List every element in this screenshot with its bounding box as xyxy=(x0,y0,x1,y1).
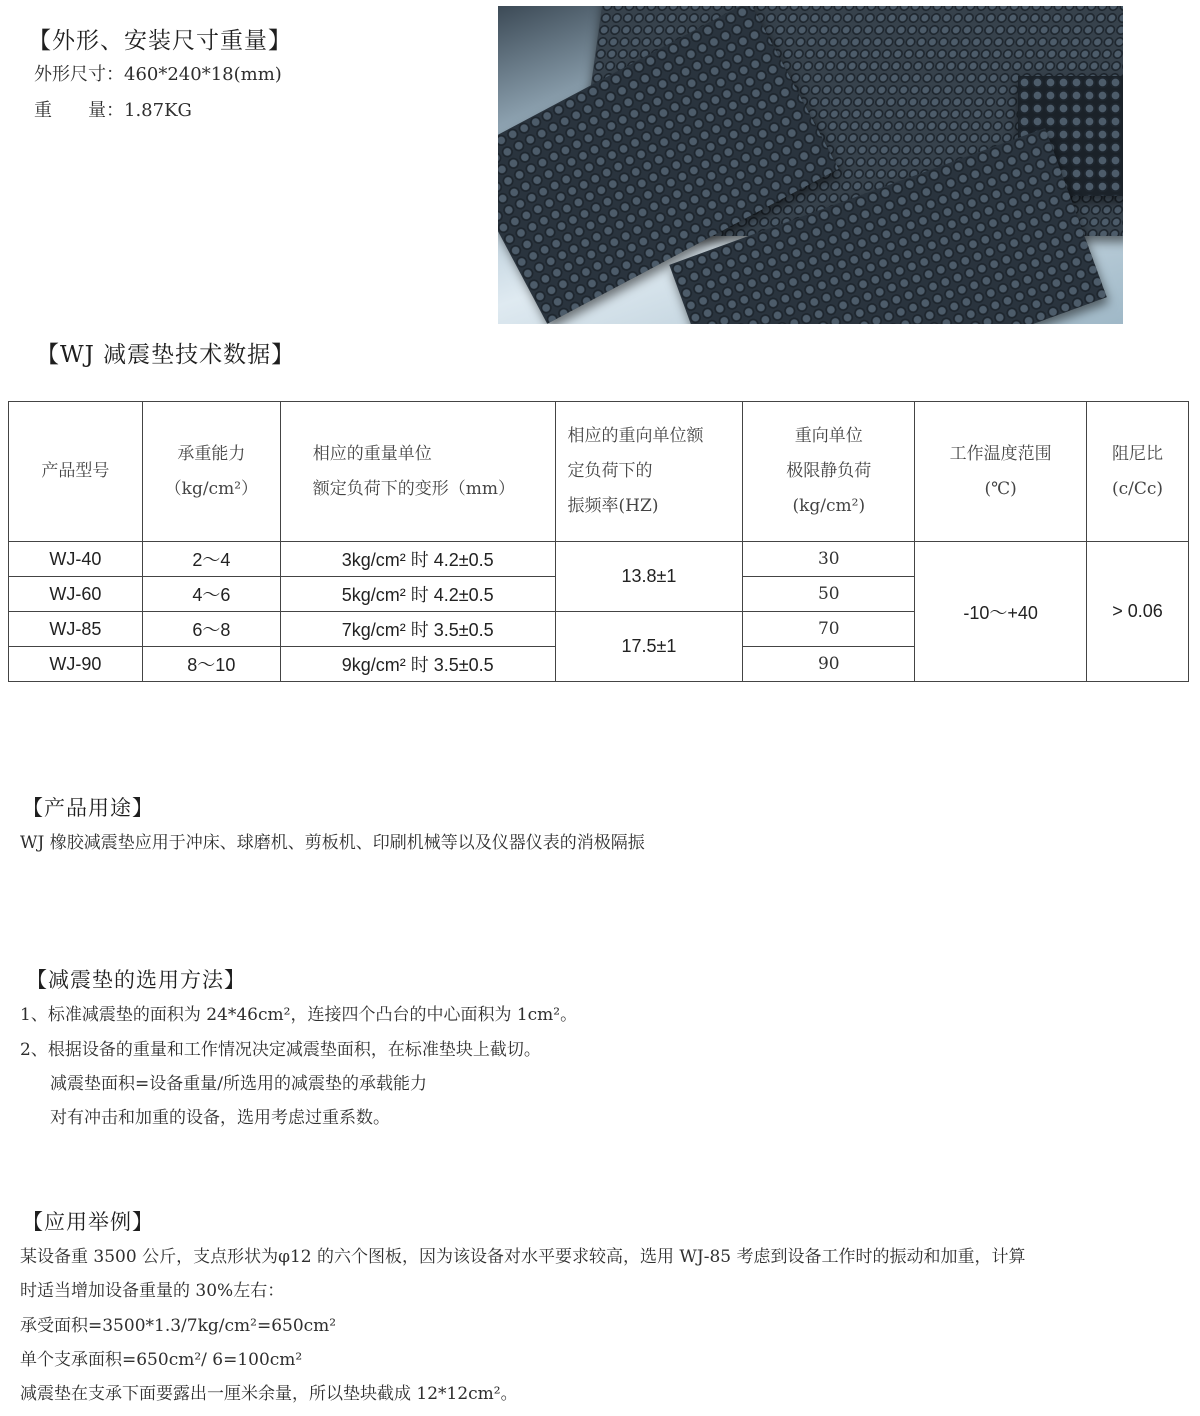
cell-limit-load: 70 xyxy=(743,612,915,647)
cell-limit-load: 50 xyxy=(743,577,915,612)
cell-frequency: 13.8±1 xyxy=(555,542,743,612)
cell-capacity: 8～10 xyxy=(142,647,280,682)
cell-limit-load: 90 xyxy=(743,647,915,682)
selection-line-4: 对有冲击和加重的设备，选用考虑过重系数。 xyxy=(50,1108,390,1128)
weight-line xyxy=(34,96,192,122)
cell-capacity: 6～8 xyxy=(142,612,280,647)
tech-title: 【WJ 减震垫技术数据】 xyxy=(36,342,296,368)
usage-text: WJ 橡胶减震垫应用于冲床、球磨机、剪板机、印刷机械等以及仪器仪表的消极隔振 xyxy=(20,833,645,853)
dimensions-line xyxy=(34,60,282,86)
example-line-3: 承受面积=3500*1.3/7kg/cm²=650cm² xyxy=(20,1316,337,1336)
cell-temperature: -10～+40 xyxy=(915,542,1087,682)
example-title: 【应用举例】 xyxy=(22,1210,154,1234)
cell-damping: > 0.06 xyxy=(1087,542,1189,682)
cell-model: WJ-40 xyxy=(9,542,143,577)
cell-model: WJ-90 xyxy=(9,647,143,682)
header-deformation: 相应的重量单位 额定负荷下的变形（mm） xyxy=(280,402,555,542)
example-line-4: 单个支承面积=650cm²/ 6=100cm² xyxy=(20,1350,303,1370)
cell-deformation: 3kg/cm² 时 4.2±0.5 xyxy=(280,542,555,577)
specs-title: 【外形、安装尺寸重量】 xyxy=(28,28,292,54)
header-damping: 阻尼比 (c/Cc) xyxy=(1087,402,1189,542)
table-row xyxy=(9,542,1189,577)
cell-model: WJ-85 xyxy=(9,612,143,647)
dimensions-value: 460*240*18(mm) xyxy=(124,64,282,85)
header-frequency: 相应的重向单位额 定负荷下的 振频率(HZ) xyxy=(555,402,743,542)
tech-data-table xyxy=(8,401,1189,682)
product-photo xyxy=(498,6,1123,324)
cell-capacity: 4～6 xyxy=(142,577,280,612)
header-temperature: 工作温度范围 (℃) xyxy=(915,402,1087,542)
cell-deformation: 9kg/cm² 时 3.5±0.5 xyxy=(280,647,555,682)
header-capacity: 承重能力 （kg/cm²） xyxy=(142,402,280,542)
selection-title: 【减震垫的选用方法】 xyxy=(26,968,246,992)
dimensions-label: 外形尺寸： xyxy=(34,64,124,85)
cell-deformation: 7kg/cm² 时 3.5±0.5 xyxy=(280,612,555,647)
cell-limit-load: 30 xyxy=(743,542,915,577)
header-model: 产品型号 xyxy=(9,402,143,542)
table-header-row xyxy=(9,402,1189,542)
cell-model: WJ-60 xyxy=(9,577,143,612)
cell-deformation: 5kg/cm² 时 4.2±0.5 xyxy=(280,577,555,612)
selection-line-3: 减震垫面积=设备重量/所选用的减震垫的承载能力 xyxy=(50,1074,427,1094)
cell-frequency: 17.5±1 xyxy=(555,612,743,682)
example-line-1: 某设备重 3500 公斤，支点形状为φ12 的六个图板，因为该设备对水平要求较高，选用 WJ-85 考虑到设备工作时的振动和加重，计算 xyxy=(20,1247,1026,1267)
usage-title: 【产品用途】 xyxy=(22,796,154,820)
weight-label: 重 量： xyxy=(34,100,124,121)
selection-line-1: 1、标准减震垫的面积为 24*46cm²，连接四个凸台的中心面积为 1cm²。 xyxy=(20,1005,578,1025)
header-limit-load: 重向单位 极限静负荷 (kg/cm²) xyxy=(743,402,915,542)
selection-line-2: 2、根据设备的重量和工作情况决定减震垫面积，在标准垫块上截切。 xyxy=(20,1040,541,1060)
example-line-5: 减震垫在支承下面要露出一厘米余量，所以垫块截成 12*12cm²。 xyxy=(20,1384,518,1404)
cell-capacity: 2～4 xyxy=(142,542,280,577)
weight-value: 1.87KG xyxy=(124,100,192,121)
example-line-2: 时适当增加设备重量的 30%左右： xyxy=(20,1281,285,1301)
